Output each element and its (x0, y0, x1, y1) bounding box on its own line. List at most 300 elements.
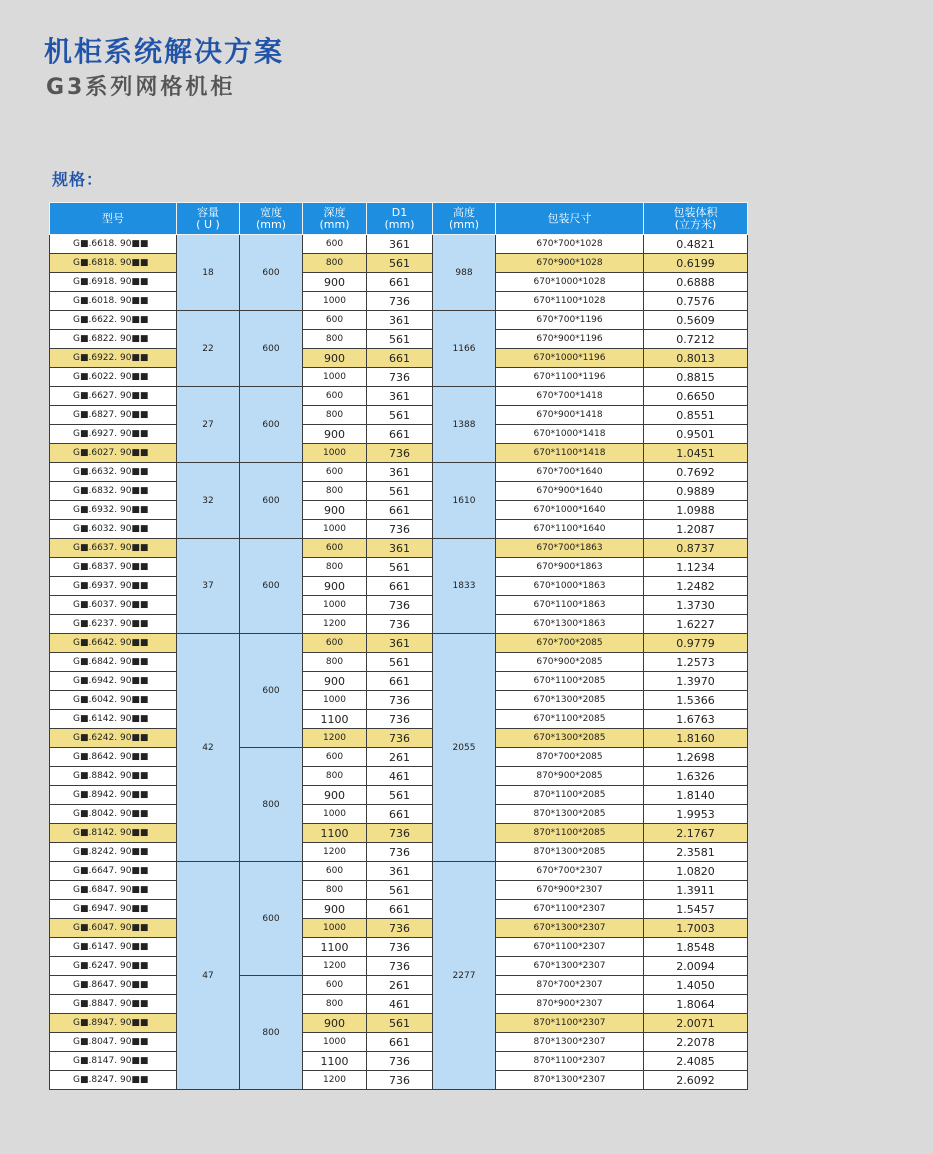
package-size-cell: 670*1100*2085 (496, 672, 644, 691)
model-cell: G■.8142. 90■■ (50, 824, 177, 843)
model-cell: G■.6637. 90■■ (50, 539, 177, 558)
package-volume-cell: 0.9779 (644, 634, 748, 653)
package-size-cell: 670*700*1418 (496, 387, 644, 406)
d1-cell: 661 (367, 501, 433, 520)
width-cell: 600 (240, 235, 303, 311)
width-cell: 600 (240, 539, 303, 634)
header-width (240, 203, 303, 235)
depth-cell: 1000 (303, 444, 367, 463)
model-cell: G■.6632. 90■■ (50, 463, 177, 482)
width-cell: 600 (240, 387, 303, 463)
depth-cell: 900 (303, 349, 367, 368)
table-row (50, 577, 748, 596)
package-size-cell: 670*900*1196 (496, 330, 644, 349)
depth-cell: 900 (303, 672, 367, 691)
header-capacity-unit: ( U ) (196, 217, 220, 231)
d1-cell: 261 (367, 976, 433, 995)
model-cell: G■.8847. 90■■ (50, 995, 177, 1014)
d1-cell: 736 (367, 520, 433, 539)
package-size-cell: 670*1000*1418 (496, 425, 644, 444)
model-cell: G■.6247. 90■■ (50, 957, 177, 976)
package-size-cell: 670*700*1640 (496, 463, 644, 482)
capacity-cell: 27 (177, 387, 240, 463)
d1-cell: 361 (367, 311, 433, 330)
height-cell: 2277 (433, 862, 496, 1090)
table-row (50, 387, 748, 406)
d1-cell: 736 (367, 1052, 433, 1071)
d1-cell: 736 (367, 824, 433, 843)
table-row (50, 520, 748, 539)
d1-cell: 361 (367, 235, 433, 254)
table-body (50, 235, 748, 1090)
model-cell: G■.6842. 90■■ (50, 653, 177, 672)
depth-cell: 1000 (303, 919, 367, 938)
width-cell: 600 (240, 463, 303, 539)
model-cell: G■.8947. 90■■ (50, 1014, 177, 1033)
package-volume-cell: 0.7692 (644, 463, 748, 482)
capacity-cell: 37 (177, 539, 240, 634)
model-cell: G■.6827. 90■■ (50, 406, 177, 425)
model-cell: G■.6237. 90■■ (50, 615, 177, 634)
model-cell: G■.6932. 90■■ (50, 501, 177, 520)
header-model-label: 型号 (102, 211, 124, 225)
package-size-cell: 870*1100*2085 (496, 786, 644, 805)
package-volume-cell: 1.2087 (644, 520, 748, 539)
package-volume-cell: 1.3970 (644, 672, 748, 691)
package-volume-cell: 0.6199 (644, 254, 748, 273)
package-volume-cell: 1.6763 (644, 710, 748, 729)
package-size-cell: 670*700*1196 (496, 311, 644, 330)
d1-cell: 561 (367, 254, 433, 273)
depth-cell: 900 (303, 1014, 367, 1033)
package-size-cell: 670*1000*1863 (496, 577, 644, 596)
table-row (50, 596, 748, 615)
capacity-cell: 22 (177, 311, 240, 387)
depth-cell: 800 (303, 482, 367, 501)
model-cell: G■.6622. 90■■ (50, 311, 177, 330)
d1-cell: 661 (367, 577, 433, 596)
package-volume-cell: 0.6888 (644, 273, 748, 292)
package-size-cell: 870*1300*2085 (496, 843, 644, 862)
model-cell: G■.6147. 90■■ (50, 938, 177, 957)
d1-cell: 736 (367, 957, 433, 976)
header-row (50, 203, 748, 235)
header-depth-label: 深度 (323, 205, 346, 219)
d1-cell: 561 (367, 406, 433, 425)
header-package-volume-label: 包装体积 (673, 205, 718, 219)
package-volume-cell: 0.7212 (644, 330, 748, 349)
depth-cell: 800 (303, 254, 367, 273)
header-d1-unit: (mm) (384, 217, 415, 231)
table-row (50, 938, 748, 957)
package-volume-cell: 1.8064 (644, 995, 748, 1014)
depth-cell: 800 (303, 767, 367, 786)
depth-cell: 600 (303, 235, 367, 254)
model-cell: G■.6832. 90■■ (50, 482, 177, 501)
depth-cell: 600 (303, 463, 367, 482)
model-cell: G■.6927. 90■■ (50, 425, 177, 444)
depth-cell: 800 (303, 406, 367, 425)
d1-cell: 736 (367, 596, 433, 615)
depth-cell: 800 (303, 653, 367, 672)
capacity-cell: 32 (177, 463, 240, 539)
depth-cell: 1200 (303, 843, 367, 862)
package-size-cell: 670*700*1863 (496, 539, 644, 558)
d1-cell: 736 (367, 938, 433, 957)
package-size-cell: 670*1300*2085 (496, 691, 644, 710)
package-size-cell: 670*700*1028 (496, 235, 644, 254)
depth-cell: 1000 (303, 292, 367, 311)
header-package-size (496, 203, 644, 235)
header-height-label: 高度 (453, 205, 475, 219)
header-capacity-label: 容量 (197, 205, 219, 219)
table-row (50, 786, 748, 805)
page-subtitle: G3系列网格机柜 (46, 75, 236, 100)
package-size-cell: 670*900*1028 (496, 254, 644, 273)
package-size-cell: 870*1300*2307 (496, 1071, 644, 1090)
capacity-cell: 42 (177, 634, 240, 862)
table-row (50, 311, 748, 330)
package-size-cell: 870*900*2085 (496, 767, 644, 786)
model-cell: G■.8047. 90■■ (50, 1033, 177, 1052)
table-row (50, 235, 748, 254)
table-row (50, 957, 748, 976)
height-cell: 988 (433, 235, 496, 311)
package-size-cell: 670*1000*1640 (496, 501, 644, 520)
depth-cell: 1200 (303, 957, 367, 976)
d1-cell: 736 (367, 919, 433, 938)
package-size-cell: 670*1300*2307 (496, 957, 644, 976)
d1-cell: 736 (367, 292, 433, 311)
d1-cell: 261 (367, 748, 433, 767)
table-row (50, 672, 748, 691)
package-volume-cell: 1.2698 (644, 748, 748, 767)
package-volume-cell: 1.7003 (644, 919, 748, 938)
d1-cell: 561 (367, 482, 433, 501)
package-size-cell: 670*1300*2307 (496, 919, 644, 938)
package-volume-cell: 1.6227 (644, 615, 748, 634)
depth-cell: 1100 (303, 1052, 367, 1071)
width-cell: 800 (240, 748, 303, 862)
model-cell: G■.6947. 90■■ (50, 900, 177, 919)
depth-cell: 900 (303, 577, 367, 596)
depth-cell: 1000 (303, 520, 367, 539)
table-row (50, 1033, 748, 1052)
model-cell: G■.6937. 90■■ (50, 577, 177, 596)
table-row (50, 463, 748, 482)
depth-cell: 800 (303, 558, 367, 577)
depth-cell: 1200 (303, 729, 367, 748)
package-volume-cell: 0.9501 (644, 425, 748, 444)
package-size-cell: 670*1100*1640 (496, 520, 644, 539)
model-cell: G■.6047. 90■■ (50, 919, 177, 938)
depth-cell: 1200 (303, 615, 367, 634)
d1-cell: 736 (367, 368, 433, 387)
model-cell: G■.8942. 90■■ (50, 786, 177, 805)
depth-cell: 800 (303, 881, 367, 900)
page-title: 机柜系统解决方案 (44, 35, 285, 68)
d1-cell: 736 (367, 710, 433, 729)
height-cell: 1833 (433, 539, 496, 634)
table-row (50, 349, 748, 368)
depth-cell: 1000 (303, 805, 367, 824)
table-row (50, 425, 748, 444)
d1-cell: 736 (367, 1071, 433, 1090)
model-cell: G■.6822. 90■■ (50, 330, 177, 349)
model-cell: G■.6032. 90■■ (50, 520, 177, 539)
model-cell: G■.6942. 90■■ (50, 672, 177, 691)
model-cell: G■.8147. 90■■ (50, 1052, 177, 1071)
table-row (50, 691, 748, 710)
depth-cell: 1000 (303, 368, 367, 387)
model-cell: G■.6618. 90■■ (50, 235, 177, 254)
table-row (50, 710, 748, 729)
model-cell: G■.6242. 90■■ (50, 729, 177, 748)
model-cell: G■.6027. 90■■ (50, 444, 177, 463)
capacity-cell: 18 (177, 235, 240, 311)
spec-table (49, 202, 748, 1090)
package-volume-cell: 2.3581 (644, 843, 748, 862)
package-volume-cell: 1.2573 (644, 653, 748, 672)
height-cell: 1388 (433, 387, 496, 463)
depth-cell: 1000 (303, 1033, 367, 1052)
package-volume-cell: 1.9953 (644, 805, 748, 824)
package-size-cell: 870*1300*2307 (496, 1033, 644, 1052)
header-height (433, 203, 496, 235)
depth-cell: 900 (303, 786, 367, 805)
package-volume-cell: 2.6092 (644, 1071, 748, 1090)
table-row (50, 824, 748, 843)
table-row (50, 273, 748, 292)
d1-cell: 461 (367, 767, 433, 786)
table-row (50, 653, 748, 672)
package-size-cell: 870*700*2085 (496, 748, 644, 767)
package-size-cell: 670*1100*2085 (496, 710, 644, 729)
depth-cell: 1000 (303, 691, 367, 710)
package-size-cell: 870*1100*2307 (496, 1014, 644, 1033)
model-cell: G■.8647. 90■■ (50, 976, 177, 995)
model-cell: G■.6642. 90■■ (50, 634, 177, 653)
header-d1 (367, 203, 433, 235)
capacity-cell: 47 (177, 862, 240, 1090)
table-row (50, 900, 748, 919)
d1-cell: 561 (367, 558, 433, 577)
package-volume-cell: 2.0094 (644, 957, 748, 976)
header-package-volume-unit: (立方米) (674, 217, 717, 231)
height-cell: 2055 (433, 634, 496, 862)
table-row (50, 254, 748, 273)
model-cell: G■.6022. 90■■ (50, 368, 177, 387)
depth-cell: 600 (303, 748, 367, 767)
model-cell: G■.6018. 90■■ (50, 292, 177, 311)
package-volume-cell: 0.8815 (644, 368, 748, 387)
table-row (50, 767, 748, 786)
package-size-cell: 670*1000*1028 (496, 273, 644, 292)
package-volume-cell: 2.0071 (644, 1014, 748, 1033)
package-size-cell: 670*1100*1196 (496, 368, 644, 387)
table-row (50, 805, 748, 824)
package-volume-cell: 1.4050 (644, 976, 748, 995)
table-row (50, 1014, 748, 1033)
depth-cell: 600 (303, 634, 367, 653)
d1-cell: 561 (367, 1014, 433, 1033)
d1-cell: 561 (367, 786, 433, 805)
depth-cell: 600 (303, 539, 367, 558)
header-package-volume (644, 203, 748, 235)
table-row (50, 1052, 748, 1071)
width-cell: 600 (240, 862, 303, 976)
package-volume-cell: 1.0451 (644, 444, 748, 463)
package-volume-cell: 1.3911 (644, 881, 748, 900)
d1-cell: 361 (367, 634, 433, 653)
d1-cell: 661 (367, 349, 433, 368)
package-size-cell: 670*900*2307 (496, 881, 644, 900)
table-row (50, 843, 748, 862)
package-size-cell: 670*700*2307 (496, 862, 644, 881)
model-cell: G■.6818. 90■■ (50, 254, 177, 273)
package-size-cell: 670*1100*1863 (496, 596, 644, 615)
package-volume-cell: 1.0988 (644, 501, 748, 520)
width-cell: 600 (240, 634, 303, 748)
d1-cell: 736 (367, 444, 433, 463)
d1-cell: 661 (367, 425, 433, 444)
package-size-cell: 870*700*2307 (496, 976, 644, 995)
d1-cell: 661 (367, 672, 433, 691)
table-header (50, 203, 748, 235)
model-cell: G■.6042. 90■■ (50, 691, 177, 710)
d1-cell: 661 (367, 805, 433, 824)
table-row (50, 501, 748, 520)
package-volume-cell: 1.0820 (644, 862, 748, 881)
model-cell: G■.8842. 90■■ (50, 767, 177, 786)
package-volume-cell: 0.5609 (644, 311, 748, 330)
width-cell: 600 (240, 311, 303, 387)
table-row (50, 976, 748, 995)
package-volume-cell: 0.8013 (644, 349, 748, 368)
d1-cell: 736 (367, 843, 433, 862)
depth-cell: 1200 (303, 1071, 367, 1090)
d1-cell: 361 (367, 539, 433, 558)
header-package-size-label: 包装尺寸 (547, 211, 592, 225)
d1-cell: 736 (367, 729, 433, 748)
package-size-cell: 870*1100*2307 (496, 1052, 644, 1071)
depth-cell: 600 (303, 311, 367, 330)
package-volume-cell: 0.7576 (644, 292, 748, 311)
depth-cell: 900 (303, 273, 367, 292)
height-cell: 1610 (433, 463, 496, 539)
header-width-unit: (mm) (255, 217, 286, 231)
table-row (50, 919, 748, 938)
package-volume-cell: 1.3730 (644, 596, 748, 615)
table-row (50, 729, 748, 748)
d1-cell: 561 (367, 653, 433, 672)
depth-cell: 900 (303, 501, 367, 520)
header-capacity (177, 203, 240, 235)
model-cell: G■.8242. 90■■ (50, 843, 177, 862)
header-d1-label: D1 (391, 205, 408, 219)
package-volume-cell: 0.4821 (644, 235, 748, 254)
package-size-cell: 670*900*1863 (496, 558, 644, 577)
header-height-unit: (mm) (448, 217, 479, 231)
package-size-cell: 670*900*1418 (496, 406, 644, 425)
depth-cell: 900 (303, 425, 367, 444)
model-cell: G■.6142. 90■■ (50, 710, 177, 729)
package-volume-cell: 1.8140 (644, 786, 748, 805)
depth-cell: 600 (303, 387, 367, 406)
package-volume-cell: 2.2078 (644, 1033, 748, 1052)
package-volume-cell: 1.8548 (644, 938, 748, 957)
package-size-cell: 670*900*2085 (496, 653, 644, 672)
d1-cell: 736 (367, 691, 433, 710)
table-row (50, 995, 748, 1014)
package-size-cell: 670*1000*1196 (496, 349, 644, 368)
table-row (50, 368, 748, 387)
table-row (50, 330, 748, 349)
depth-cell: 600 (303, 976, 367, 995)
package-volume-cell: 1.8160 (644, 729, 748, 748)
package-size-cell: 670*700*2085 (496, 634, 644, 653)
d1-cell: 561 (367, 330, 433, 349)
d1-cell: 661 (367, 900, 433, 919)
depth-cell: 900 (303, 900, 367, 919)
d1-cell: 561 (367, 881, 433, 900)
table-row (50, 539, 748, 558)
table-row (50, 482, 748, 501)
depth-cell: 1000 (303, 596, 367, 615)
package-size-cell: 670*1300*2085 (496, 729, 644, 748)
depth-cell: 1100 (303, 938, 367, 957)
package-volume-cell: 1.1234 (644, 558, 748, 577)
package-volume-cell: 0.6650 (644, 387, 748, 406)
header-model (50, 203, 177, 235)
width-cell: 800 (240, 976, 303, 1090)
package-volume-cell: 1.5457 (644, 900, 748, 919)
table-row (50, 862, 748, 881)
d1-cell: 661 (367, 273, 433, 292)
header-width-label: 宽度 (260, 205, 282, 219)
depth-cell: 1100 (303, 710, 367, 729)
table-row (50, 748, 748, 767)
package-volume-cell: 2.1767 (644, 824, 748, 843)
d1-cell: 736 (367, 615, 433, 634)
model-cell: G■.6847. 90■■ (50, 881, 177, 900)
table-row (50, 615, 748, 634)
table-row (50, 292, 748, 311)
package-size-cell: 870*1300*2085 (496, 805, 644, 824)
header-depth (303, 203, 367, 235)
package-size-cell: 670*1100*1028 (496, 292, 644, 311)
model-cell: G■.8247. 90■■ (50, 1071, 177, 1090)
d1-cell: 661 (367, 1033, 433, 1052)
depth-cell: 1100 (303, 824, 367, 843)
d1-cell: 361 (367, 387, 433, 406)
model-cell: G■.6037. 90■■ (50, 596, 177, 615)
package-size-cell: 670*1100*2307 (496, 900, 644, 919)
package-volume-cell: 0.8737 (644, 539, 748, 558)
table-row (50, 444, 748, 463)
spec-label: 规格： (52, 170, 104, 189)
package-volume-cell: 1.2482 (644, 577, 748, 596)
model-cell: G■.6627. 90■■ (50, 387, 177, 406)
depth-cell: 800 (303, 995, 367, 1014)
package-volume-cell: 0.9889 (644, 482, 748, 501)
package-volume-cell: 0.8551 (644, 406, 748, 425)
height-cell: 1166 (433, 311, 496, 387)
table-row (50, 406, 748, 425)
model-cell: G■.6918. 90■■ (50, 273, 177, 292)
table-row (50, 634, 748, 653)
package-size-cell: 670*1300*1863 (496, 615, 644, 634)
